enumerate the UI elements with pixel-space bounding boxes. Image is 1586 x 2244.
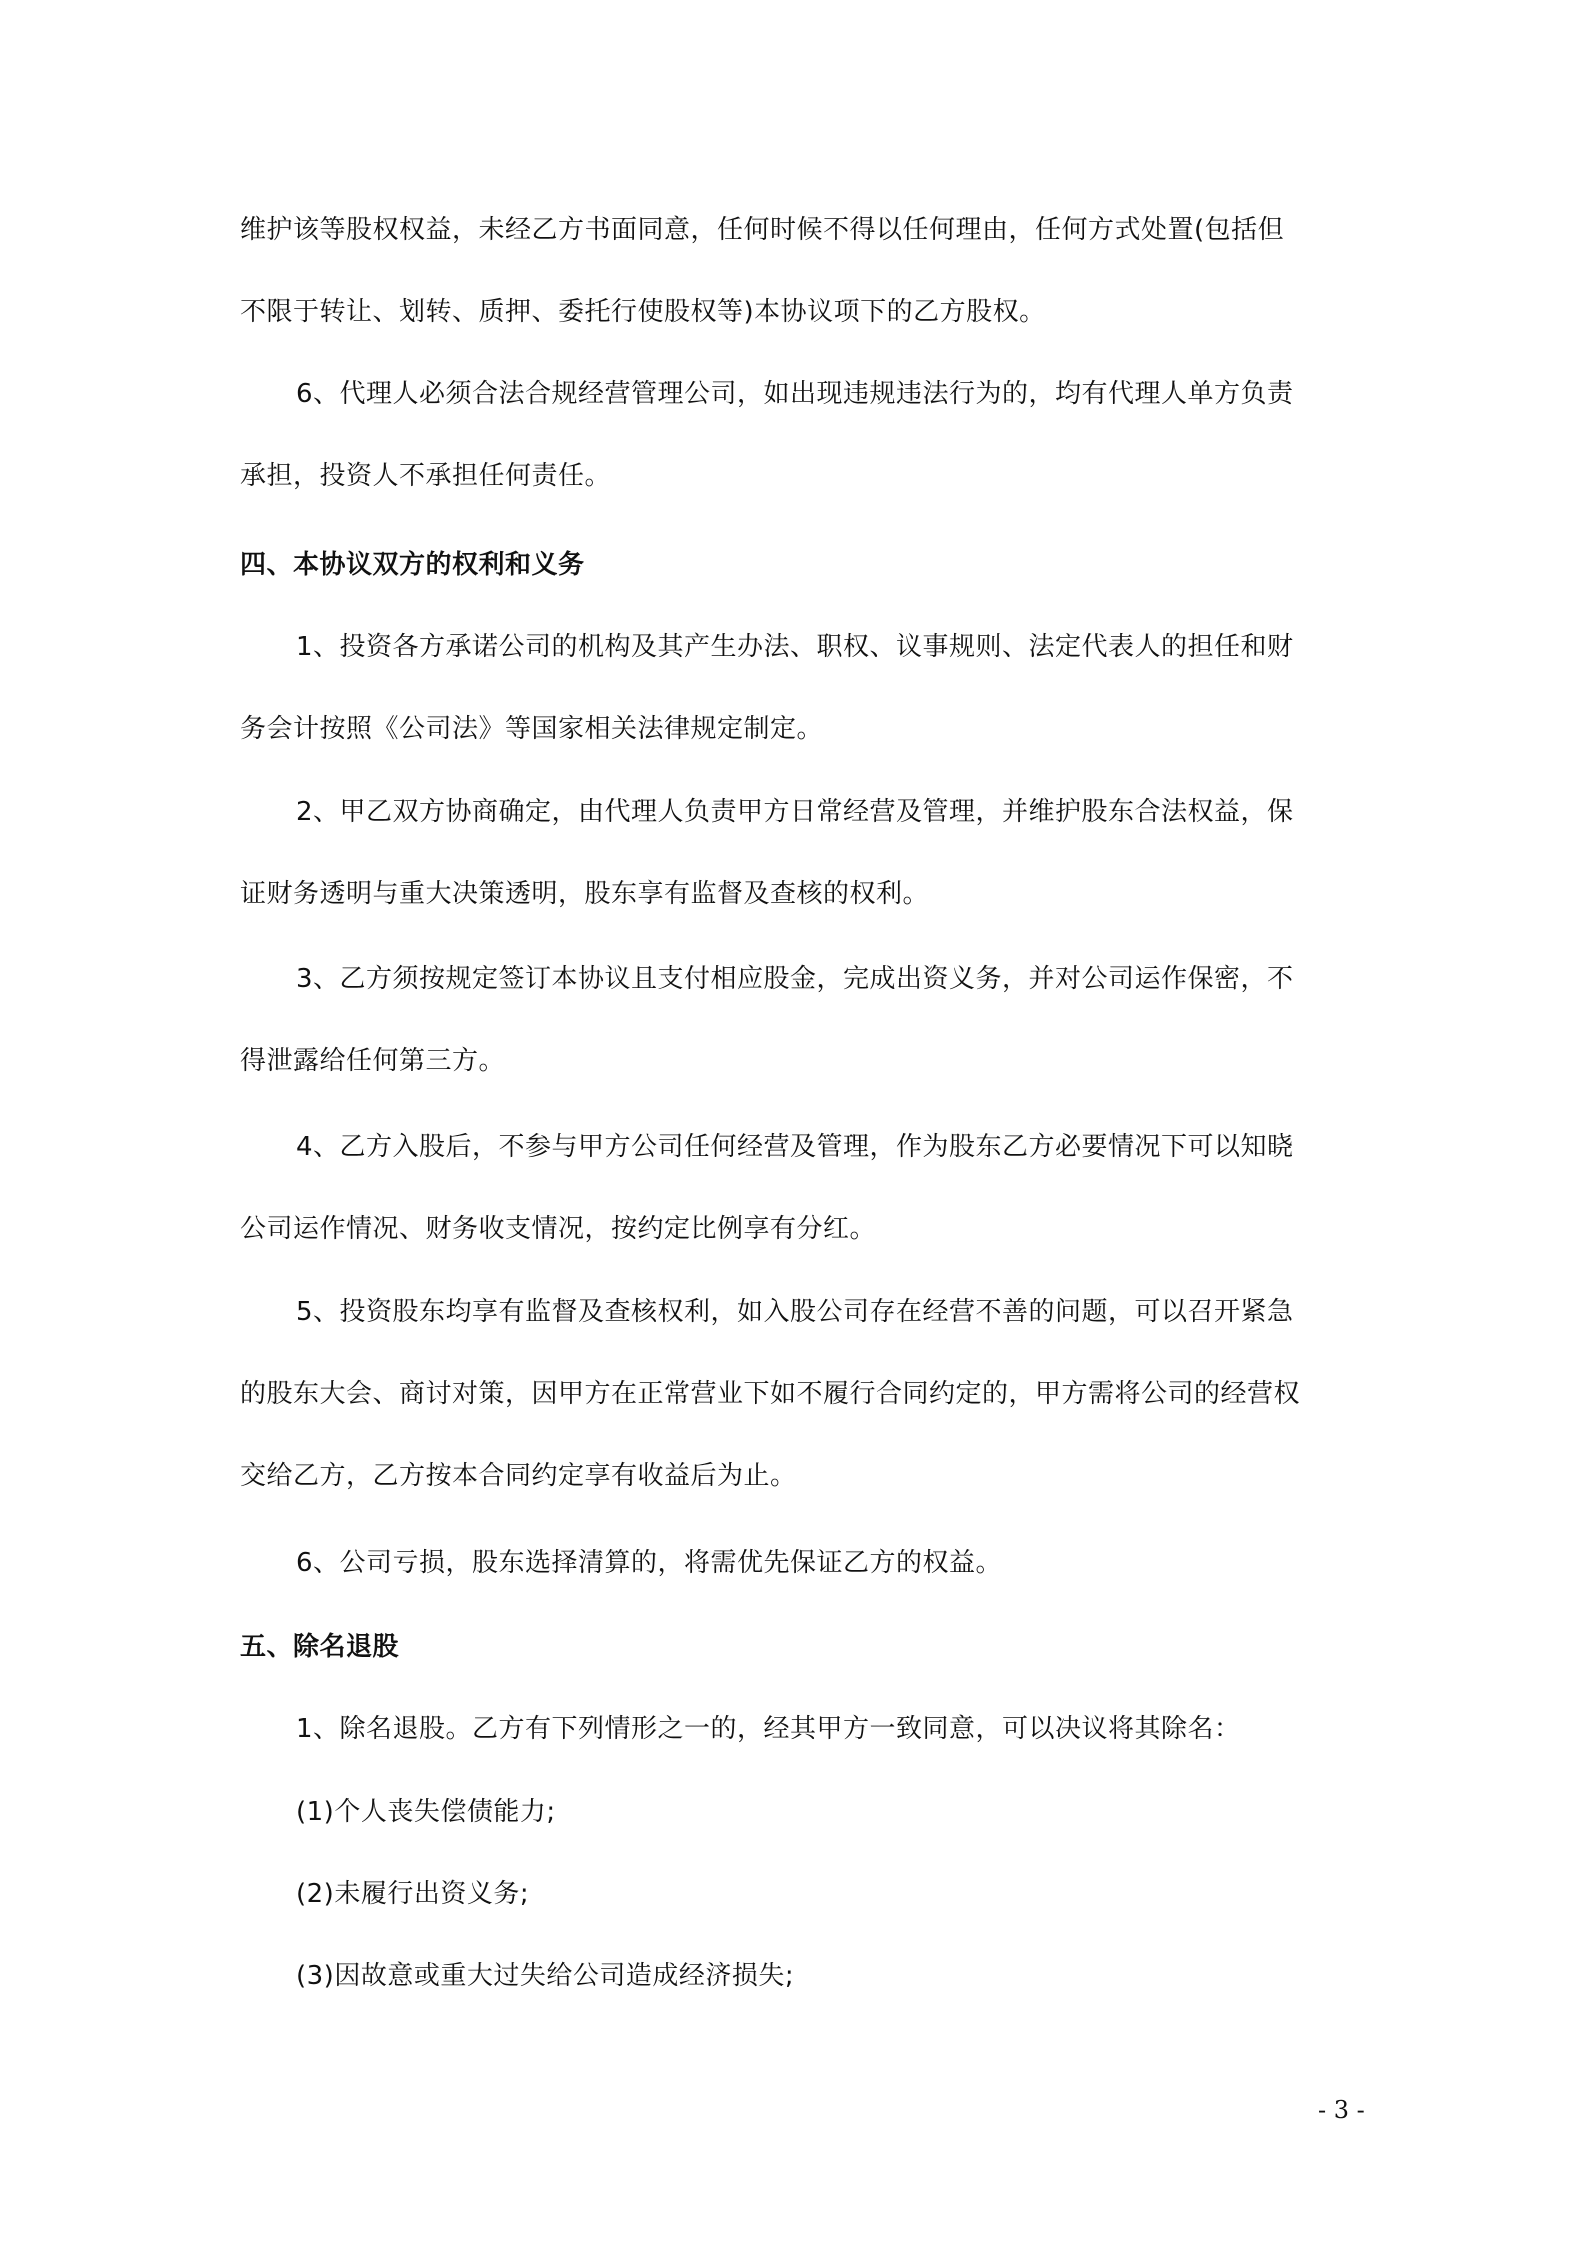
text-line: 证财务透明与重大决策透明，股东享有监督及查核的权利。 — [240, 879, 930, 909]
text-line: 得泄露给任何第三方。 — [240, 1046, 506, 1076]
text-line: (1)个人丧失偿债能力; — [296, 1797, 556, 1827]
section-heading: 四、本协议双方的权利和义务 — [240, 550, 585, 580]
text-line: 6、代理人必须合法合规经营管理公司，如出现违规违法行为的，均有代理人单方负责 — [296, 379, 1294, 409]
text-line: 交给乙方，乙方按本合同约定享有收益后为止。 — [240, 1461, 797, 1491]
text-line: 公司运作情况、财务收支情况，按约定比例享有分红。 — [240, 1214, 877, 1244]
section-heading: 五、除名退股 — [240, 1632, 400, 1662]
page-number: - 3 - — [1318, 2096, 1365, 2124]
text-line: 务会计按照《公司法》等国家相关法律规定制定。 — [240, 714, 824, 744]
text-line: 1、投资各方承诺公司的机构及其产生办法、职权、议事规则、法定代表人的担任和财 — [296, 632, 1294, 662]
text-line: 的股东大会、商讨对策，因甲方在正常营业下如不履行合同约定的，甲方需将公司的经营权 — [240, 1379, 1301, 1409]
text-line: 4、乙方入股后，不参与甲方公司任何经营及管理，作为股东乙方必要情况下可以知晓 — [296, 1132, 1294, 1162]
text-line: 1、除名退股。乙方有下列情形之一的，经其甲方一致同意，可以决议将其除名： — [296, 1714, 1241, 1744]
text-line: 不限于转让、划转、质押、委托行使股权等)本协议项下的乙方股权。 — [240, 297, 1046, 327]
text-line: 维护该等股权权益，未经乙方书面同意，任何时候不得以任何理由，任何方式处置(包括但 — [240, 215, 1285, 245]
text-line: (3)因故意或重大过失给公司造成经济损失; — [296, 1961, 795, 1991]
text-line: 6、公司亏损，股东选择清算的，将需优先保证乙方的权益。 — [296, 1548, 1003, 1578]
text-line: 5、投资股东均享有监督及查核权利，如入股公司存在经营不善的问题，可以召开紧急 — [296, 1297, 1294, 1327]
text-line: (2)未履行出资义务; — [296, 1879, 530, 1909]
text-line: 3、乙方须按规定签订本协议且支付相应股金，完成出资义务，并对公司运作保密，不 — [296, 964, 1294, 994]
text-line: 2、甲乙双方协商确定，由代理人负责甲方日常经营及管理，并维护股东合法权益，保 — [296, 797, 1294, 827]
text-line: 承担，投资人不承担任何责任。 — [240, 461, 612, 491]
